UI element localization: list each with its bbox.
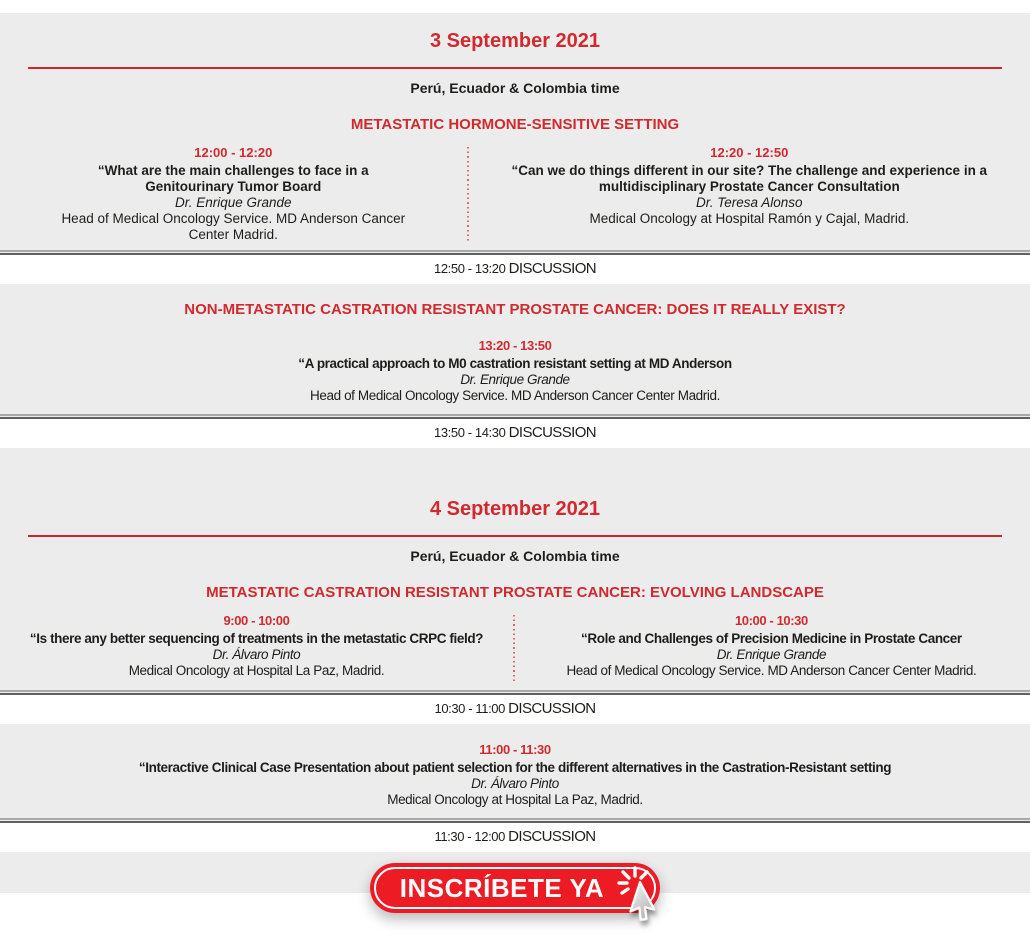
event-agenda-page [0, 13, 1030, 903]
discussion-bar [0, 253, 1030, 284]
discussion-time: 12:50 - 13:20 [434, 260, 506, 276]
session-speaker: Dr. Álvaro Pinto [212, 646, 301, 662]
discussion-label: DISCUSSION [508, 259, 596, 277]
session-affiliation: Medical Oncology at Hospital Ramón y Cajal, Madrid. [589, 210, 910, 226]
session-title: “Interactive Clinical Case Presentation about patient selection for the different alternatives in the Castration-Resistant setting [138, 759, 892, 775]
session-speaker: Dr. Enrique Grande [175, 194, 292, 210]
session-time: 12:00 - 12:20 [194, 144, 273, 160]
session-title: “What are the main challenges to face in a Genitourinary Tumor Board [97, 162, 369, 194]
session-card [515, 613, 1028, 685]
day-1-timezone: Perú, Ecuador & Colombia time [410, 79, 620, 96]
session-title: “Can we do things different in our site? The challenge and experience in a multidisciplinary Prostate Cancer Consultation [511, 162, 988, 194]
discussion-label: DISCUSSION [508, 827, 596, 845]
discussion-bar [0, 417, 1030, 448]
register-button-outline [374, 867, 656, 909]
day-1-sessions-row [0, 145, 1030, 243]
discussion-time: 13:50 - 14:30 [434, 424, 506, 440]
session-speaker: Dr. Teresa Alonso [696, 194, 803, 210]
day-2-sessions-row [0, 613, 1030, 685]
session-time: 13:20 - 13:50 [478, 337, 552, 353]
session-card [0, 145, 467, 243]
discussion-bar [0, 693, 1030, 724]
discussion-time: 11:30 - 12:00 [434, 828, 505, 844]
session-affiliation: Head of Medical Oncology Service. MD Anderson Cancer Center Madrid. [61, 210, 406, 242]
session-title: “Role and Challenges of Precision Medicine in Prostate Cancer [581, 630, 962, 646]
session-affiliation: Head of Medical Oncology Service. MD Anderson Cancer Center Madrid. [566, 662, 977, 678]
session-speaker: Dr. Enrique Grande [460, 371, 570, 387]
register-button-label: INSCRÍBETE YA [399, 872, 605, 903]
session-card [469, 145, 1030, 243]
day-2-timezone: Perú, Ecuador & Colombia time [410, 547, 620, 564]
red-divider-rule [28, 535, 1002, 537]
session-card [0, 742, 1030, 808]
session-time: 10:00 - 10:30 [734, 612, 808, 628]
day-1-date-title: 3 September 2021 [429, 30, 601, 53]
session-time: 12:20 - 12:50 [710, 144, 789, 160]
day-2 [0, 461, 1030, 851]
day-2-date-title: 4 September 2021 [429, 498, 601, 521]
session-speaker: Dr. Enrique Grande [716, 646, 827, 662]
register-button[interactable] [370, 863, 660, 913]
session-speaker: Dr. Álvaro Pinto [471, 775, 559, 791]
session-title: “Is there any better sequencing of treatments in the metastatic CRPC field? [29, 630, 484, 646]
day-1 [0, 13, 1030, 447]
session-time: 9:00 - 10:00 [223, 612, 290, 628]
session-card [0, 338, 1030, 404]
session-affiliation: Medical Oncology at Hospital La Paz, Madrid. [387, 791, 643, 807]
session-title: “A practical approach to M0 castration resistant setting at MD Anderson [298, 355, 732, 371]
day-1-section-1-heading: METASTATIC HORMONE-SENSITIVE SETTING [350, 115, 680, 133]
session-affiliation: Medical Oncology at Hospital La Paz, Madrid. [128, 662, 385, 678]
cta-row [0, 863, 1030, 918]
red-divider-rule [28, 67, 1002, 69]
day-1-section-2-heading: NON-METASTATIC CASTRATION RESISTANT PROSTATE CANCER: DOES IT REALLY EXIST? [184, 300, 846, 318]
discussion-time: 10:30 - 11:00 [434, 700, 505, 716]
session-time: 11:00 - 11:30 [479, 741, 551, 757]
session-card [0, 613, 513, 685]
discussion-bar [0, 821, 1030, 852]
day-2-section-1-heading: METASTATIC CASTRATION RESISTANT PROSTATE CANCER: EVOLVING LANDSCAPE [206, 583, 824, 601]
discussion-label: DISCUSSION [508, 423, 596, 441]
discussion-label: DISCUSSION [508, 699, 596, 717]
session-affiliation: Head of Medical Oncology Service. MD Anderson Cancer Center Madrid. [310, 387, 720, 403]
